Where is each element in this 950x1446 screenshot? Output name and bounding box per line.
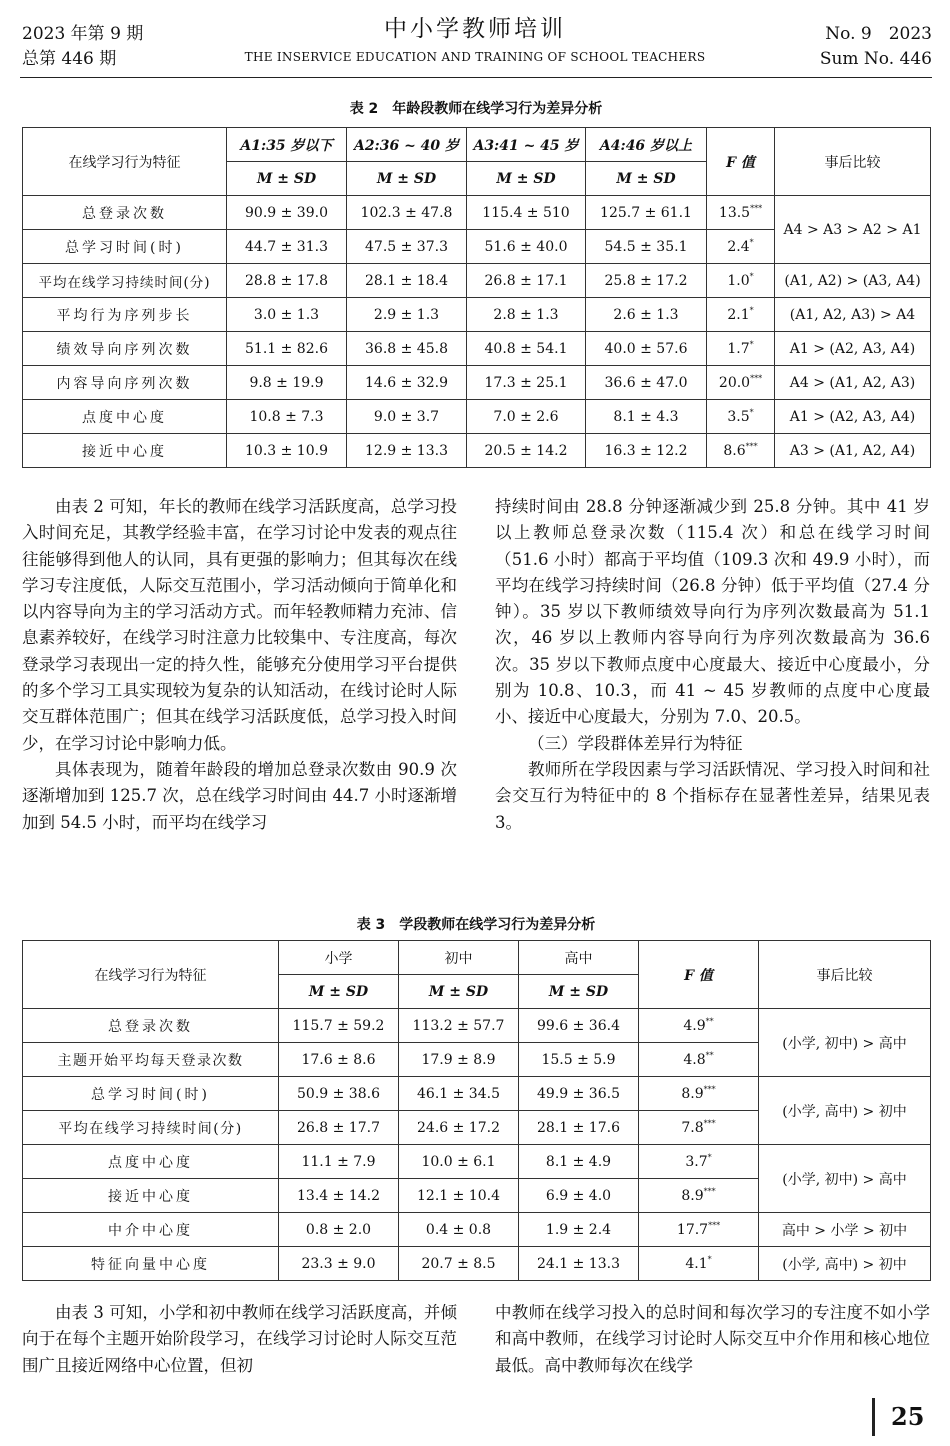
t3-cell: 49.9 ± 36.5 [519,1077,639,1111]
t2-sig: *** [745,441,758,451]
t3-f: 17.7 [676,1221,709,1238]
t2-f-value [707,264,775,298]
t2-sig: * [749,271,754,281]
t2-cell: 17.3 ± 25.1 [467,366,586,400]
t3-f-value [639,1213,759,1247]
t3-f: 8.9 [681,1085,704,1102]
t2-head-f: F 值 [707,128,775,196]
t2-cell: 28.1 ± 18.4 [347,264,467,298]
t2-cell: 10.3 ± 10.9 [227,434,347,468]
t3-feature: 点度中心度 [23,1145,279,1179]
table-row [23,332,931,366]
t2-cell: 20.5 ± 14.2 [467,434,586,468]
t3-f: 8.9 [681,1187,704,1204]
t2-head-feature: 在线学习行为特征 [23,128,227,196]
t3-sig: *** [703,1118,716,1128]
t2-f-value [707,400,775,434]
t2-cell: 3.0 ± 1.3 [227,298,347,332]
t3-f-value [639,1145,759,1179]
t3-f-value [639,1009,759,1043]
t2-cell: 2.6 ± 1.3 [586,298,707,332]
t3-feature: 接近中心度 [23,1179,279,1213]
t2-cell: 26.8 ± 17.1 [467,264,586,298]
t2-head-msd: M ± SD [347,162,467,196]
t2-feature: 内容导向序列次数 [23,366,227,400]
t2-cell: 10.8 ± 7.3 [227,400,347,434]
t2-cell: 125.7 ± 61.1 [586,196,707,230]
t3-posthoc: (小学, 高中) > 初中 [759,1077,931,1145]
t2-posthoc: A3 > (A1, A2, A4) [775,434,931,468]
t3-f: 4.8 [683,1051,706,1068]
t3-cell: 12.1 ± 10.4 [399,1179,519,1213]
t2-sig: *** [750,373,763,383]
t2-f-value [707,332,775,366]
header-issue-total: 总第 446 期 [22,49,117,69]
t3-posthoc: (小学, 初中) > 高中 [759,1145,931,1213]
table-row [23,1247,931,1281]
t2-f: 1.0 [727,272,750,289]
t3-sig: *** [703,1084,716,1094]
t3-cell: 115.7 ± 59.2 [279,1009,399,1043]
t3-feature: 主题开始平均每天登录次数 [23,1043,279,1077]
body-paragraph: 由表 2 可知，年长的教师在线学习活跃度高，总学习投入时间充足，其教学经验丰富，在学习讨论中发表的观点往往能够得到他人的认同，具有更强的影响力；但其每次在线学习专注度低，人际交互范围小，学习活动倾向于简单化和以内容导向为主的学习活动方式。而年轻教师精力充沛、信息素养较好，在线学习时注意力比较集中、专注度高，每次登录学习表现出一定的持久性，能够充分使用学习平台提供的多个学习工具实现较为复杂的认知活动，在线讨论时人际交互群体范围广；但其在线学习活跃度低，总学习投入时间少，在学习讨论中影响力低。 [22,497,457,753]
t3-sig: *** [703,1186,716,1196]
t2-f-value [707,298,775,332]
journal-subtitle: THE INSERVICE EDUCATION AND TRAINING OF SCHOOL TEACHERS [244,50,706,64]
t3-cell: 113.2 ± 57.7 [399,1009,519,1043]
table3-caption: 表 3 学段教师在线学习行为差异分析 [356,917,596,933]
t2-cell: 28.8 ± 17.8 [227,264,347,298]
table3 [22,940,931,1281]
t2-cell: 12.9 ± 13.3 [347,434,467,468]
t3-head-msd: M ± SD [519,975,639,1009]
table2-caption: 表 2 年龄段教师在线学习行为差异分析 [349,101,603,117]
t2-f: 20.0 [718,374,751,391]
t2-posthoc: A1 > (A2, A3, A4) [775,332,931,366]
body-paragraph-cont: 持续时间由 28.8 分钟逐渐减少到 25.8 分钟。其中 41 岁以上教师总登录次数（115.4 次）和总在线学习时间（51.6 小时）都高于平均值（109.3 次和 49.9 小时），而平均在线学习持续时间（26.8 分钟）低于平均值（27.4 分钟）。35 岁以下教师绩效导向行为序列次数最高为 51.1 次，46 岁以上教师内容导向行为序列次数最高为 36.6 次。35 岁以下教师点度中心度最大、接近中心度最小，分别为 10.8、10.3，而 41 ~ 45 岁教师的点度中心度最小、接近中心度最大，分别为 7.0、20.5。 [495,497,930,727]
t3-feature: 特征向量中心度 [23,1247,279,1281]
journal-title: 中小学教师培训 [384,16,566,42]
t2-f: 1.7 [727,340,750,357]
t3-cell: 26.8 ± 17.7 [279,1111,399,1145]
t2-cell: 102.3 ± 47.8 [347,196,467,230]
t2-f: 3.5 [727,408,750,425]
t3-cell: 99.6 ± 36.4 [519,1009,639,1043]
t2-f: 8.6 [723,442,746,459]
t2-head-group-a4: A4:46 岁以上 [586,128,707,162]
t2-cell: 90.9 ± 39.0 [227,196,347,230]
t3-feature: 总登录次数 [23,1009,279,1043]
t3-f-value [639,1111,759,1145]
header-issue-left [22,22,143,72]
t3-cell: 13.4 ± 14.2 [279,1179,399,1213]
t2-cell: 25.8 ± 17.2 [586,264,707,298]
body-paragraph-cont: 中教师在线学习投入的总时间和每次学习的专注度不如小学和高中教师，在线学习讨论时人际交互中介作用和核心地位最低。高中教师每次在线学 [495,1303,930,1375]
t3-head-posthoc: 事后比较 [759,941,931,1009]
t3-feature: 中介中心度 [23,1213,279,1247]
t2-posthoc: (A1, A2) > (A3, A4) [775,264,931,298]
table-row [23,1009,931,1043]
table-row [23,366,931,400]
t2-sig: * [749,305,754,315]
t3-cell: 23.3 ± 9.0 [279,1247,399,1281]
table-row [23,1213,931,1247]
t3-cell: 46.1 ± 34.5 [399,1077,519,1111]
t3-posthoc: (小学, 高中) > 初中 [759,1247,931,1281]
t3-cell: 20.7 ± 8.5 [399,1247,519,1281]
t2-f: 13.5 [718,204,751,221]
t3-feature: 总学习时间(时) [23,1077,279,1111]
body-paragraph: 教师所在学段因素与学习活跃情况、学习投入时间和社会交互行为特征中的 8 个指标存在显著性差异，结果见表 3。 [495,759,930,832]
t2-f: 2.1 [727,306,750,323]
t3-cell: 28.1 ± 17.6 [519,1111,639,1145]
t3-cell: 6.9 ± 4.0 [519,1179,639,1213]
body2-right-column [495,1300,930,1379]
t2-head-group-a3: A3:41 ~ 45 岁 [467,128,586,162]
table2 [22,127,931,468]
t3-cell: 17.6 ± 8.6 [279,1043,399,1077]
t3-posthoc: (小学, 初中) > 高中 [759,1009,931,1077]
t3-head-msd: M ± SD [279,975,399,1009]
t2-head-group-a2: A2:36 ~ 40 岁 [347,128,467,162]
t3-head-f: F 值 [639,941,759,1009]
t2-cell: 40.0 ± 57.6 [586,332,707,366]
t3-cell: 8.1 ± 4.9 [519,1145,639,1179]
t2-f: 2.4 [727,238,750,255]
body-paragraph: 由表 3 可知，小学和初中教师在线学习活跃度高，并倾向于在每个主题开始阶段学习，在线学习讨论时人际交互范围广且接近网络中心位置，但初 [22,1303,457,1375]
t2-head-posthoc: 事后比较 [775,128,931,196]
t2-cell: 9.0 ± 3.7 [347,400,467,434]
header-issue-number: No. 9 2023 [825,24,932,44]
t3-f: 7.8 [681,1119,704,1136]
t2-head-msd: M ± SD [586,162,707,196]
t3-cell: 10.0 ± 6.1 [399,1145,519,1179]
table-row [23,434,931,468]
body2-left-column [22,1300,457,1379]
t3-cell: 0.8 ± 2.0 [279,1213,399,1247]
t3-head-msd: M ± SD [399,975,519,1009]
t2-posthoc: A1 > (A2, A3, A4) [775,400,931,434]
t2-cell: 36.6 ± 47.0 [586,366,707,400]
t2-feature: 平均在线学习持续时间(分) [23,264,227,298]
t3-head-feature: 在线学习行为特征 [23,941,279,1009]
t2-sig: * [749,339,754,349]
table-row [23,1145,931,1179]
t3-feature: 平均在线学习持续时间(分) [23,1111,279,1145]
t2-cell: 14.6 ± 32.9 [347,366,467,400]
t2-head-group-a1: A1:35 岁以下 [227,128,347,162]
t3-f-value [639,1247,759,1281]
body1-left-column [22,494,457,836]
body1-right-column [495,494,930,836]
t3-cell: 0.4 ± 0.8 [399,1213,519,1247]
t2-feature: 总学习时间(时) [23,230,227,264]
t2-cell: 8.1 ± 4.3 [586,400,707,434]
t3-cell: 15.5 ± 5.9 [519,1043,639,1077]
t3-f-value [639,1077,759,1111]
t2-cell: 44.7 ± 31.3 [227,230,347,264]
t3-head-group-primary: 小学 [279,941,399,975]
t3-posthoc: 高中 > 小学 > 初中 [759,1213,931,1247]
t2-feature: 接近中心度 [23,434,227,468]
t2-f-value [707,366,775,400]
t3-f: 3.7 [685,1153,708,1170]
t3-f-value [639,1179,759,1213]
t3-f: 4.9 [683,1017,706,1034]
t2-cell: 2.9 ± 1.3 [347,298,467,332]
t2-cell: 51.6 ± 40.0 [467,230,586,264]
t3-cell: 11.1 ± 7.9 [279,1145,399,1179]
table-row [23,400,931,434]
t3-cell: 24.1 ± 13.3 [519,1247,639,1281]
table-row [23,196,931,230]
t3-head-group-junior: 初中 [399,941,519,975]
header-issue-year: 2023 年第 9 期 [22,24,144,44]
header-issue-sum: Sum No. 446 [819,49,932,69]
header-rule [20,77,932,78]
t3-f: 4.1 [685,1255,708,1272]
t3-sig: ** [705,1050,714,1060]
t3-cell: 1.9 ± 2.4 [519,1213,639,1247]
t2-sig: *** [750,203,763,213]
t2-cell: 54.5 ± 35.1 [586,230,707,264]
body-paragraph: 具体表现为，随着年龄段的增加总登录次数由 90.9 次逐渐增加到 125.7 次，总在线学习时间由 44.7 小时逐渐增加到 54.5 小时，而平均在线学习 [22,759,457,832]
t2-sig: * [749,237,754,247]
t2-feature: 点度中心度 [23,400,227,434]
journal-header [200,14,750,64]
t2-cell: 47.5 ± 37.3 [347,230,467,264]
t2-feature: 总登录次数 [23,196,227,230]
t2-head-msd: M ± SD [227,162,347,196]
t3-f-value [639,1043,759,1077]
t3-cell: 24.6 ± 17.2 [399,1111,519,1145]
t3-head-group-senior: 高中 [519,941,639,975]
table-row [23,298,931,332]
t3-cell: 50.9 ± 38.6 [279,1077,399,1111]
table-row [23,1077,931,1111]
t2-cell: 7.0 ± 2.6 [467,400,586,434]
t2-posthoc: (A1, A2, A3) > A4 [775,298,931,332]
t2-cell: 51.1 ± 82.6 [227,332,347,366]
header-issue-right [820,22,932,72]
t3-sig: * [707,1254,712,1264]
t2-sig: * [749,407,754,417]
t3-sig: *** [708,1220,721,1230]
t2-posthoc: A4 > A3 > A2 > A1 [775,196,931,264]
t2-feature: 平均行为序列步长 [23,298,227,332]
t3-cell: 17.9 ± 8.9 [399,1043,519,1077]
t2-f-value [707,434,775,468]
t2-cell: 40.8 ± 54.1 [467,332,586,366]
t2-cell: 36.8 ± 45.8 [347,332,467,366]
t2-cell: 9.8 ± 19.9 [227,366,347,400]
t2-feature: 绩效导向序列次数 [23,332,227,366]
t2-f-value [707,230,775,264]
t2-cell: 2.8 ± 1.3 [467,298,586,332]
t3-sig: * [707,1152,712,1162]
t2-cell: 115.4 ± 510 [467,196,586,230]
t2-f-value [707,196,775,230]
t2-posthoc: A4 > (A1, A2, A3) [775,366,931,400]
section-heading: （三）学段群体差异行为特征 [528,733,743,753]
page-number: 25 [872,1398,924,1436]
t2-cell: 16.3 ± 12.2 [586,434,707,468]
t2-head-msd: M ± SD [467,162,586,196]
table-row [23,264,931,298]
t3-sig: ** [705,1016,714,1026]
